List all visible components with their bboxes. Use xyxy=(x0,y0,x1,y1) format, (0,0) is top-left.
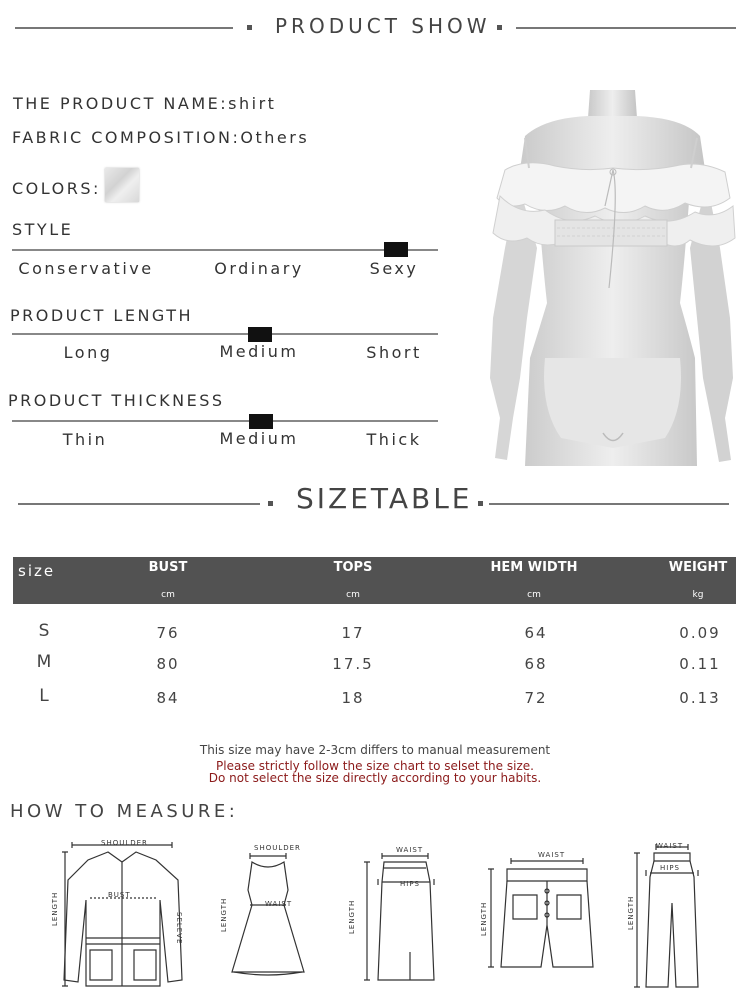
note-measurement: This size may have 2-3cm differs to manual measurement xyxy=(199,743,551,757)
unit-weight: kg xyxy=(692,590,704,600)
style-label: STYLE xyxy=(12,220,74,239)
style-option-conservative: Conservative xyxy=(18,259,154,278)
jacket-diagram xyxy=(60,840,190,990)
how-to-measure-title: HOW TO MEASURE: xyxy=(10,801,239,822)
divider-dot xyxy=(247,25,252,30)
divider-left xyxy=(15,27,233,29)
cell-tops: 18 xyxy=(341,689,365,707)
divider-dot xyxy=(478,501,483,506)
dress-diagram xyxy=(228,850,308,980)
product-show-title: PRODUCT SHOW xyxy=(275,14,491,38)
waist-label: WAIST xyxy=(656,842,684,850)
unit-bust: cm xyxy=(161,590,175,600)
style-scale-line xyxy=(12,249,438,251)
length-label: PRODUCT LENGTH xyxy=(10,306,194,325)
product-photo xyxy=(485,88,740,466)
hips-label: HIPS xyxy=(400,880,420,888)
shoulder-label: SHOULDER xyxy=(254,844,301,852)
waist-label: WAIST xyxy=(265,900,293,908)
cell-hem-width: 72 xyxy=(524,689,548,707)
color-swatch[interactable] xyxy=(105,168,139,202)
cell-size: M xyxy=(36,652,54,672)
divider-left xyxy=(18,503,260,505)
waist-label: WAIST xyxy=(396,846,424,854)
cell-weight: 0.09 xyxy=(679,624,721,642)
divider-dot xyxy=(268,501,273,506)
length-option-long: Long xyxy=(63,343,113,362)
sleeve-label: SELEVE xyxy=(175,912,183,945)
unit-hem-width: cm xyxy=(527,590,541,600)
cell-bust: 84 xyxy=(156,689,180,707)
thickness-marker xyxy=(249,414,273,429)
cell-size: S xyxy=(38,621,52,641)
header-tops: TOPS xyxy=(333,560,373,575)
cell-weight: 0.11 xyxy=(679,655,721,673)
product-name-value: shirt xyxy=(228,94,277,113)
header-size: size xyxy=(18,562,56,580)
fabric-value: Others xyxy=(240,128,310,147)
bust-label: BUST xyxy=(108,891,131,899)
note-follow-chart: Please strictly follow the size chart to selset the size. xyxy=(216,759,534,773)
hips-label: HIPS xyxy=(660,864,680,872)
product-name-row xyxy=(13,94,276,113)
style-option-sexy: Sexy xyxy=(369,259,419,278)
length-scale-line xyxy=(12,333,438,335)
thickness-option-medium: Medium xyxy=(219,429,299,448)
cell-tops: 17 xyxy=(341,624,365,642)
unit-tops: cm xyxy=(346,590,360,600)
length-option-short: Short xyxy=(366,343,422,362)
shorts-diagram xyxy=(483,855,608,973)
waist-label: WAIST xyxy=(538,851,566,859)
shoulder-label: SHOULDER xyxy=(101,839,148,847)
thickness-option-thick: Thick xyxy=(366,430,422,449)
thickness-scale-line xyxy=(12,420,438,422)
sizetable-title: SIZETABLE xyxy=(296,482,473,515)
header-hem-width: HEM WIDTH xyxy=(490,560,578,575)
divider-right xyxy=(516,27,736,29)
length-marker xyxy=(248,327,272,342)
divider-dot xyxy=(497,25,502,30)
cell-hem-width: 64 xyxy=(524,624,548,642)
fabric-row xyxy=(12,128,309,147)
cell-bust: 80 xyxy=(156,655,180,673)
cell-hem-width: 68 xyxy=(524,655,548,673)
cell-bust: 76 xyxy=(156,624,180,642)
divider-right xyxy=(489,503,729,505)
style-marker xyxy=(384,242,408,257)
thickness-option-thin: Thin xyxy=(62,430,108,449)
length-label: LENGTH xyxy=(220,897,228,932)
length-label: LENGTH xyxy=(480,901,488,936)
header-bust: BUST xyxy=(148,560,188,575)
skirt-diagram xyxy=(362,852,452,984)
colors-label: COLORS: xyxy=(12,179,101,198)
style-option-ordinary: Ordinary xyxy=(214,259,304,278)
length-label: LENGTH xyxy=(51,891,59,926)
note-habits: Do not select the size directly according to your habits. xyxy=(208,771,542,785)
thickness-label: PRODUCT THICKNESS xyxy=(8,391,225,410)
length-label: LENGTH xyxy=(348,899,356,934)
cell-size: L xyxy=(39,686,51,706)
length-option-medium: Medium xyxy=(219,342,299,361)
header-weight: WEIGHT xyxy=(668,560,728,575)
fabric-label: FABRIC COMPOSITION: xyxy=(12,128,241,147)
cell-tops: 17.5 xyxy=(332,655,374,673)
cell-weight: 0.13 xyxy=(679,689,721,707)
product-name-label: THE PRODUCT NAME: xyxy=(13,94,229,113)
length-label: LENGTH xyxy=(627,895,635,930)
